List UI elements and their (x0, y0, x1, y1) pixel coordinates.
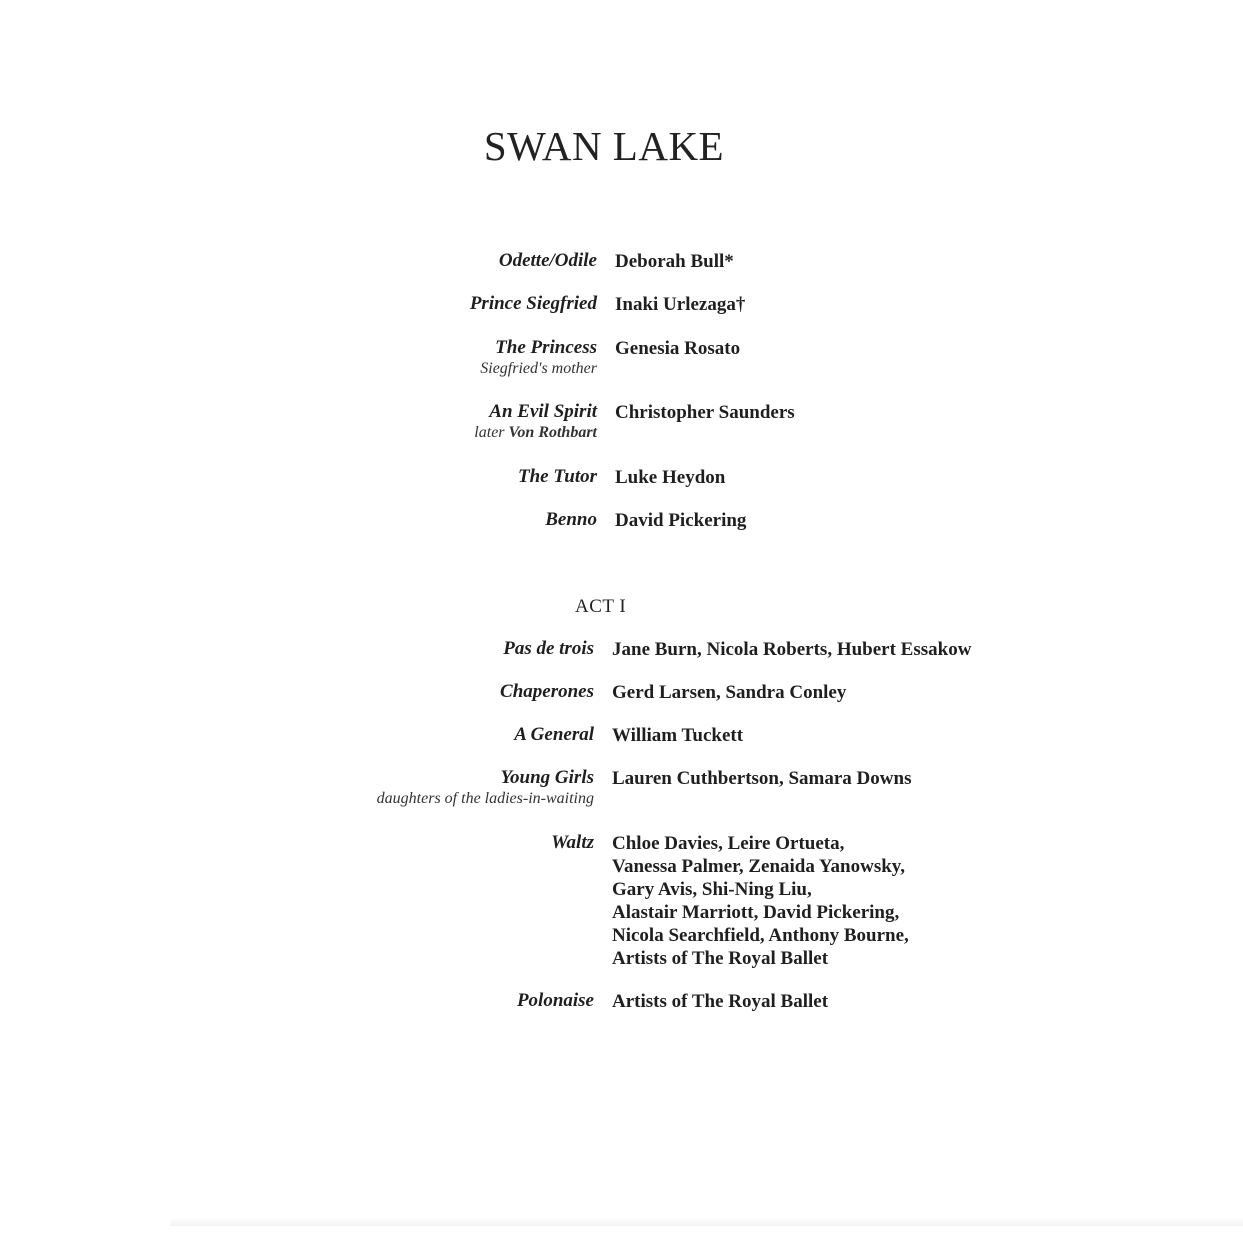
role-name: Polonaise (516, 990, 594, 1011)
role-name: Chaperones (500, 681, 594, 702)
role-note (474, 423, 597, 443)
dancer-cell (615, 293, 745, 316)
dancer-cell (612, 724, 743, 747)
dancer-cell (612, 767, 911, 790)
act-heading: ACT I (575, 596, 627, 617)
dancer-names: William Tuckett (612, 725, 744, 746)
dancer-names: Luke Heydon (615, 467, 726, 488)
role-name: Waltz (551, 832, 594, 853)
dancer-cell (612, 681, 846, 704)
dancer-names: Genesia Rosato (615, 338, 741, 359)
dancer-names: Inaki Urlezaga† (615, 294, 746, 315)
role-name: Odette/Odile (498, 250, 597, 271)
role-note-prefix: later (474, 424, 505, 441)
role-note: Siegfried's mother (480, 360, 597, 377)
role-note-name: Von Rothbart (508, 424, 597, 441)
dancer-names: Christopher Saunders (615, 402, 795, 423)
role-cell (518, 466, 597, 488)
dancer-cell (615, 250, 734, 273)
dancer-names: Chloe Davies, Leire Ortueta, (612, 833, 845, 854)
role-cell (503, 638, 594, 660)
role-cell (377, 767, 594, 809)
role-cell (470, 293, 597, 315)
page-title: SWAN LAKE (483, 123, 725, 169)
dancer-cell (615, 509, 746, 532)
dancer-names: Artists of The Royal Ballet (612, 948, 829, 969)
dancer-cell (615, 466, 725, 489)
role-name: The Tutor (518, 466, 597, 487)
role-cell (545, 509, 597, 531)
dancer-cell (612, 832, 909, 970)
dancer-names: Vanessa Palmer, Zenaida Yanowsky, (612, 856, 905, 877)
role-note: daughters of the ladies-in-waiting (376, 790, 594, 807)
dancer-names: Jane Burn, Nicola Roberts, Hubert Essakow (612, 639, 972, 660)
role-cell (500, 681, 594, 703)
dancer-names: Artists of The Royal Ballet (612, 991, 829, 1012)
role-name: An Evil Spirit (489, 401, 597, 422)
dancer-cell (615, 337, 740, 360)
dancer-names: Nicola Searchfield, Anthony Bourne, (612, 925, 909, 946)
dancer-names: Alastair Marriott, David Pickering, (612, 902, 900, 923)
dancer-names: Gary Avis, Shi-Ning Liu, (612, 879, 812, 900)
role-name: Young Girls (500, 767, 594, 788)
role-name: Pas de trois (503, 638, 594, 659)
dancer-cell (612, 638, 971, 661)
role-name: The Princess (495, 337, 597, 358)
role-name: Benno (545, 509, 597, 530)
role-cell (499, 250, 597, 272)
dancer-names: Gerd Larsen, Sandra Conley (612, 682, 847, 703)
dancer-names: Deborah Bull* (615, 251, 734, 272)
dancer-cell (615, 401, 795, 424)
role-cell (551, 832, 594, 854)
role-cell (517, 990, 594, 1012)
dancer-cell (612, 990, 828, 1013)
role-name: A General (514, 724, 594, 745)
role-cell (514, 724, 594, 746)
role-cell (480, 337, 597, 379)
role-name: Prince Siegfried (469, 293, 597, 314)
dancer-names: David Pickering (615, 510, 747, 531)
role-cell (474, 401, 597, 443)
dancer-names: Lauren Cuthbertson, Samara Downs (612, 768, 912, 789)
page-edge (170, 1218, 1243, 1226)
